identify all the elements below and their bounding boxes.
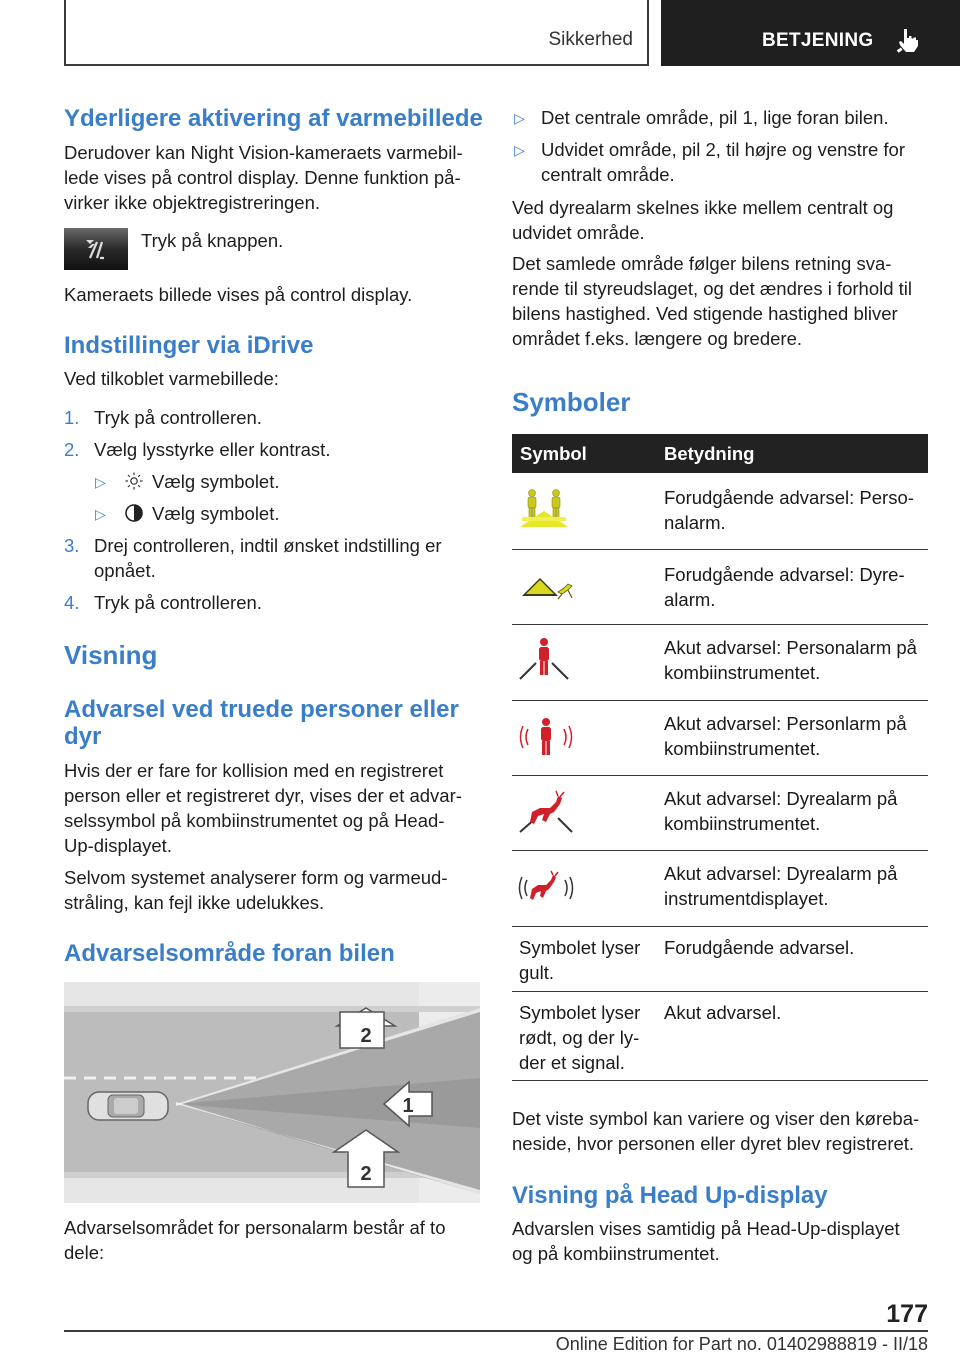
text-line: nalarm. [664,512,726,533]
header-left-box [64,0,649,66]
step-number: 4. [64,592,80,613]
diagram-label-1: 1 [402,1095,414,1117]
button-instruction: Tryk på knappen. [141,230,284,251]
row-meaning: Forudgående advarsel. [664,937,855,958]
text-line: Advarselsområdet for personalarm består af to [64,1217,446,1238]
text-line: instrumentdisplayet. [664,888,829,909]
animal-yellow-icon [518,572,576,600]
page-number: 177 [886,1300,928,1328]
table-row [512,851,928,927]
paragraph-camera: Kameraets billede vises på control display. [64,284,413,305]
night-vision-button-icon [64,228,128,270]
text-line: Udvidet område, pil 2, til højre og venstre for [541,139,905,160]
footer-divider [64,1330,928,1332]
triangle-bullet-icon: ▷ [95,506,106,522]
text-line: rødt, og der ly- [519,1027,640,1048]
column-header-meaning: Betydning [664,443,755,464]
step-3 [64,533,79,558]
paragraph-animal-alarm [512,195,893,245]
row-meaning: Akut advarsel. [664,1002,782,1023]
row-symbol-text [519,935,640,985]
text-line: Advarsel ved truede personer eller [64,696,459,723]
text-line: kombiinstrumentet. [664,738,821,759]
text-line: rende til styreudslaget, og det ændres i forhold til [512,278,913,299]
triangle-bullet-icon: ▷ [95,474,106,490]
step-number: 2. [64,439,80,460]
bullet-central-area: Det centrale område, pil 1, lige foran bilen. [541,107,889,128]
text-line: opnået. [94,560,156,581]
deer-red-icon [518,790,574,834]
section-title: Sikkerhed [548,29,633,50]
warning-area-diagram [64,982,480,1203]
text-line: alarm. [664,589,716,610]
text-line: Akut advarsel: Personlarm på [664,713,907,734]
table-row [512,927,928,992]
person-red-icon [518,637,570,681]
column-header-symbol: Symbol [520,443,587,464]
heading-area: Advarselsområde foran bilen [64,940,395,967]
heading-symbols: Symboler [512,387,631,417]
text-line: Akut advarsel: Dyrealarm på [664,863,898,884]
text-line: selssymbol på kombiinstrumentet og på Head- [64,810,445,831]
row-symbol-text [519,1000,640,1075]
text-line: Forudgående advarsel: Dyre- [664,564,905,585]
text-line: dyr [64,723,102,750]
step-number: 3. [64,535,80,556]
paragraph-idrive: Ved tilkoblet varmebillede: [64,368,279,389]
text-line: person eller et registreret dyr, vises der et advar- [64,785,462,806]
table-row [512,473,928,550]
text-line: Det viste symbol kan variere og viser den køreba- [512,1108,920,1129]
heading-activate: Yderligere aktivering af varmebillede [64,105,483,132]
text-line: området f.eks. længere og bredere. [512,328,802,349]
text-line: bilens hastighed. Ved stigende hastighed bliver [512,303,898,324]
heading-idrive: Indstillinger via iDrive [64,332,314,359]
table-row [512,701,928,776]
text-line: gult. [519,962,554,983]
table-row [512,776,928,851]
text-line: Up-displayet. [64,835,172,856]
text-line: Forudgående advarsel: Perso- [664,487,914,508]
text-line: Derudover kan Night Vision-kameraets varmebil- [64,142,463,163]
contrast-icon [124,503,144,523]
row-meaning [664,711,907,761]
step-4 [64,590,79,615]
sub-step-brightness: Vælg symbolet. [152,471,280,492]
text-line: Symbolet lyser [519,1002,641,1023]
diagram-label-2-top: 2 [360,1025,372,1047]
heading-visning: Visning [64,640,158,670]
text-line: virker ikke objektregistreringen. [64,192,321,213]
text-line: kombiinstrumentet. [664,813,821,834]
text-line: og på kombiinstrumentet. [512,1243,720,1264]
row-meaning [664,485,914,535]
row-meaning [664,562,905,612]
row-meaning [664,635,917,685]
table-row [512,992,928,1081]
diagram-label-2-bottom: 2 [360,1163,372,1185]
heading-hud: Visning på Head Up-display [512,1182,828,1209]
step-2 [64,437,79,462]
text-line: neside, hvor personen eller dyret blev registreret. [512,1133,915,1154]
header-right-box [661,0,960,66]
text-line: udvidet område. [512,222,645,243]
table-header [512,434,928,473]
step-1-text: Tryk på controlleren. [94,407,262,428]
triangle-bullet-icon: ▷ [514,142,525,158]
chapter-title: BETJENING [762,30,874,51]
deer-red-signal-icon [518,869,574,907]
text-line: dele: [64,1242,105,1263]
text-line: Drej controlleren, indtil ønsket indstilling er [94,535,442,556]
paragraph-area [64,1215,484,1265]
text-line: Ved dyrealarm skelnes ikke mellem centralt og [512,197,894,218]
persons-yellow-icon [518,487,570,529]
row-meaning [664,786,897,836]
hand-pointer-icon [895,27,921,53]
text-line: stråling, kan fejl ikke udelukkes. [64,892,325,913]
paragraph-warning-1 [64,758,484,858]
row-meaning [664,861,897,911]
text-line: Det samlede område følger bilens retning sva- [512,253,892,274]
car-icon [88,1092,168,1120]
person-red-signal-icon [518,717,574,757]
text-line: Akut advarsel: Personalarm på [664,637,917,658]
table-row [512,550,928,625]
text-line: Advarslen vises samtidig på Head-Up-displayet [512,1218,900,1239]
paragraph-hud [512,1216,900,1266]
edition-text: Online Edition for Part no. 01402988819 - II/18 [555,1334,928,1354]
brightness-icon [124,471,144,491]
step-3-text [94,533,442,583]
paragraph-area-follow [512,251,912,351]
paragraph-symbol-varies [512,1106,919,1156]
heading-warning [64,695,484,752]
table-row [512,625,928,701]
text-line: centralt område. [541,164,675,185]
text-line: Hvis der er fare for kollision med en registreret [64,760,444,781]
triangle-bullet-icon: ▷ [514,110,525,126]
text-line: Selvom systemet analyserer form og varmeud- [64,867,448,888]
step-number: 1. [64,407,80,428]
paragraph-activate [64,140,484,215]
text-line: lede vises på control display. Denne funktion på- [64,167,461,188]
bullet-extended-area [541,137,905,187]
step-1 [64,405,79,430]
text-line: kombiinstrumentet. [664,662,821,683]
step-4-text: Tryk på controlleren. [94,592,262,613]
text-line: Symbolet lyser [519,937,641,958]
paragraph-warning-2 [64,865,484,915]
sub-step-contrast: Vælg symbolet. [152,503,280,524]
step-2-text: Vælg lysstyrke eller kontrast. [94,439,331,460]
text-line: Akut advarsel: Dyrealarm på [664,788,898,809]
text-line: der et signal. [519,1052,625,1073]
